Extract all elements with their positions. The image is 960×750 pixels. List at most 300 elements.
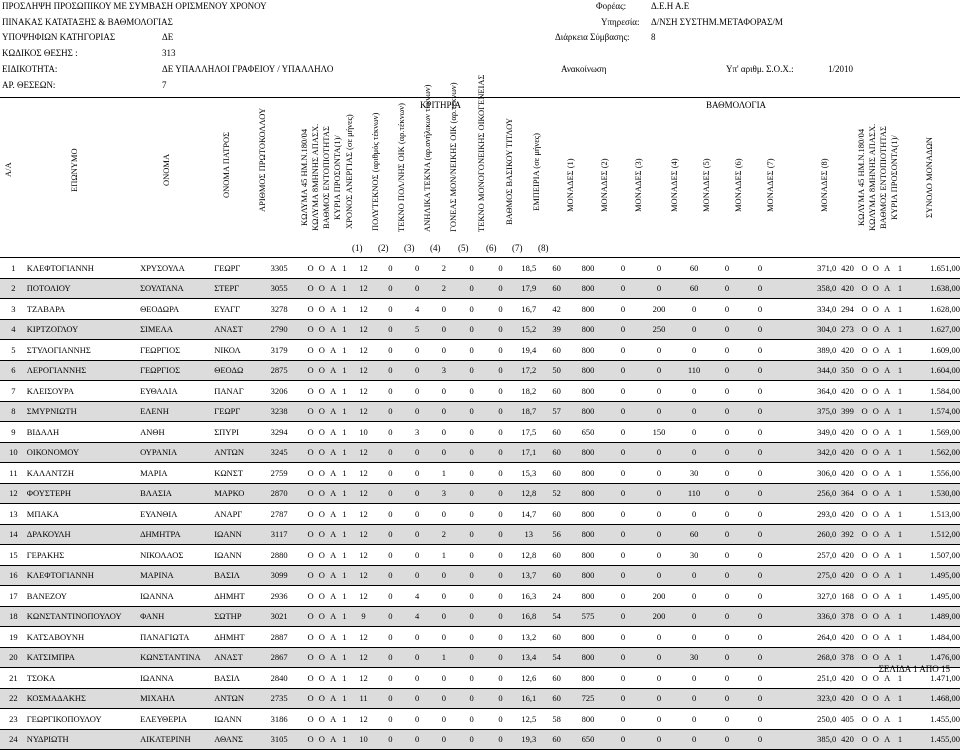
table-cell: 12 (350, 340, 377, 361)
table-cell: Ο (316, 340, 327, 361)
table-row (0, 524, 960, 545)
table-cell: 0 (606, 381, 641, 402)
table-cell: 0 (711, 668, 744, 689)
table-cell: 0 (377, 586, 404, 607)
table-cell: 334,0 (776, 299, 836, 320)
table-cell: 12 (350, 668, 377, 689)
table-cell: 0 (457, 565, 486, 586)
table-cell: 58 (543, 709, 571, 730)
table-cell: 42 (543, 299, 571, 320)
table-cell: Ο (870, 442, 881, 463)
table-cell: 1.455,00 (907, 709, 960, 730)
table-cell: 0 (457, 278, 486, 299)
table-cell: 0 (606, 463, 641, 484)
table-cell: 0 (678, 565, 711, 586)
table-cell: 260,0 (776, 524, 836, 545)
table-cell: 0 (606, 360, 641, 381)
table-cell: 10 (350, 729, 377, 750)
table-cell: ΟΙΚΟΝΟΜΟΥ (27, 442, 140, 463)
table-cell: 800 (570, 360, 605, 381)
table-row (0, 688, 960, 709)
table-cell: Α (882, 463, 893, 484)
table-cell: Α (882, 668, 893, 689)
table-cell: 0 (486, 688, 515, 709)
table-cell: 0 (744, 709, 777, 730)
table-cell: 800 (570, 627, 605, 648)
table-cell: 1 (339, 360, 350, 381)
table-row (0, 422, 960, 443)
table-cell: ΒΙΔΑΛΗ (27, 422, 140, 443)
table-cell: 0 (457, 299, 486, 320)
table-cell: 12 (350, 442, 377, 463)
table-cell: ΑΝΤΩΝ (214, 442, 253, 463)
table-cell: 800 (570, 278, 605, 299)
table-cell: Ο (870, 278, 881, 299)
table-cell: 0 (377, 668, 404, 689)
table-cell: 2 (0, 278, 27, 299)
col-name: ΟΝΟΜΑ (161, 153, 171, 187)
col-k3: ΒΑΘΜΟΣ ΕΝΤΟΠΙΟΤΗΤΑΣ (321, 126, 331, 229)
table-cell: Ο (859, 483, 870, 504)
table-cell: 4 (404, 299, 431, 320)
table-row (0, 319, 960, 340)
table-cell: 4 (404, 606, 431, 627)
table-cell: 0 (486, 278, 515, 299)
table-cell: 1 (339, 504, 350, 525)
table-cell: 264,0 (776, 627, 836, 648)
table-cell: Α (328, 319, 339, 340)
table-cell: 0 (457, 483, 486, 504)
table-cell: 3 (404, 422, 431, 443)
table-row (0, 360, 960, 381)
table-cell: 0 (711, 709, 744, 730)
table-cell: 420 (836, 729, 859, 750)
table-cell: 0 (606, 565, 641, 586)
table-cell: Ο (305, 709, 316, 730)
table-cell: ΑΝΤΩΝ (214, 688, 253, 709)
table-cell: 60 (543, 422, 571, 443)
table-cell: 1.530,00 (907, 483, 960, 504)
col-m1: ΜΟΝΑΔΕΣ (1) (565, 158, 575, 212)
table-cell: 54 (543, 647, 571, 668)
table-cell: Α (882, 483, 893, 504)
table-cell: 3245 (253, 442, 305, 463)
service-value: Δ/ΝΣΗ ΣΥΣΤΗΜ.ΜΕΤΑΦΟΡΑΣ/Μ (651, 17, 783, 27)
table-cell: 12 (0, 483, 27, 504)
table-cell: 0 (744, 463, 777, 484)
table-cell: Α (328, 709, 339, 730)
table-cell: 1 (893, 381, 907, 402)
table-cell: 12 (350, 586, 377, 607)
table-cell: 16,3 (515, 586, 543, 607)
table-cell: Α (328, 258, 339, 278)
table-cell: 2936 (253, 586, 305, 607)
table-cell: ΛΕΡΟΓΙΑΝΝΗΣ (27, 360, 140, 381)
table-cell: 2790 (253, 319, 305, 340)
table-cell: 0 (606, 422, 641, 443)
table-cell: 0 (641, 340, 678, 361)
table-cell: 1 (430, 463, 457, 484)
table-cell: 1 (339, 258, 350, 278)
table-cell: 800 (570, 319, 605, 340)
table-cell: Ο (316, 688, 327, 709)
table-cell: 0 (641, 524, 678, 545)
table-cell: 3206 (253, 381, 305, 402)
table-cell: 0 (744, 524, 777, 545)
table-cell: Ο (870, 360, 881, 381)
table-cell: 50 (543, 360, 571, 381)
table-cell: 0 (606, 340, 641, 361)
table-cell: ΕΥΘΑΛΙΑ (140, 381, 214, 402)
table-cell: ΣΤΕΡΓ (214, 278, 253, 299)
table-cell: Ο (316, 422, 327, 443)
table-cell: 16,1 (515, 688, 543, 709)
table-cell: Ο (859, 401, 870, 422)
table-cell: 0 (377, 524, 404, 545)
table-cell: 60 (678, 258, 711, 278)
table-cell: 12 (350, 545, 377, 566)
table-cell: Ο (859, 729, 870, 750)
soh-value: 1/2010 (828, 64, 854, 74)
table-cell: Ο (305, 565, 316, 586)
table-cell: 16 (0, 565, 27, 586)
table-cell: 1 (339, 668, 350, 689)
table-cell: 0 (430, 299, 457, 320)
table-row (0, 647, 960, 668)
table-cell: 1 (339, 442, 350, 463)
table-cell: 0 (457, 422, 486, 443)
document-title: ΠΡΟΣΛΗΨΗ ΠΡΟΣΩΠΙΚΟΥ ΜΕ ΣΥΜΒΑΣΗ ΟΡΙΣΜΕΝΟΥ ΧΡΟΝΟΥ (2, 1, 267, 11)
soh-label: Υπ' αριθμ. Σ.Ο.Χ.: (726, 64, 794, 74)
table-cell: 800 (570, 258, 605, 278)
table-cell: 0 (457, 627, 486, 648)
table-cell: 256,0 (776, 483, 836, 504)
table-cell: Ο (859, 688, 870, 709)
table-cell: 800 (570, 483, 605, 504)
table-cell: 1 (339, 729, 350, 750)
table-cell: 0 (606, 586, 641, 607)
table-cell: 14 (0, 524, 27, 545)
col-aa: Α/Α (3, 162, 13, 178)
table-cell: 2 (430, 278, 457, 299)
table-cell: 0 (606, 627, 641, 648)
table-cell: Ο (316, 627, 327, 648)
table-cell: 0 (377, 688, 404, 709)
table-cell: 0 (404, 278, 431, 299)
table-cell: 0 (486, 319, 515, 340)
table-cell: 0 (711, 360, 744, 381)
table-cell: Ο (870, 299, 881, 320)
table-cell: 293,0 (776, 504, 836, 525)
table-cell: 0 (711, 688, 744, 709)
table-cell: Ο (316, 729, 327, 750)
table-cell: 0 (377, 545, 404, 566)
table-cell: ΙΩΑΝΝΑ (140, 668, 214, 689)
table-cell: Ο (870, 340, 881, 361)
table-cell: 0 (678, 401, 711, 422)
table-cell: ΙΩΑΝΝΑ (140, 586, 214, 607)
table-cell: 0 (430, 401, 457, 422)
table-cell: 0 (377, 360, 404, 381)
table-cell: 0 (711, 545, 744, 566)
table-cell: 0 (711, 463, 744, 484)
table-cell: 13 (0, 504, 27, 525)
table-cell: Ο (305, 545, 316, 566)
table-cell: 17,9 (515, 278, 543, 299)
table-cell: 12 (350, 360, 377, 381)
table-cell: Α (328, 688, 339, 709)
table-cell: ΓΕΩΡΓΙΚΟΠΟΥΛΟΥ (27, 709, 140, 730)
table-cell: Ο (305, 729, 316, 750)
table-cell: 0 (678, 586, 711, 607)
table-row (0, 278, 960, 299)
table-cell: 1 (339, 586, 350, 607)
col-k4b: ΚΥΡΙΑ ΠΡΟΣΟΝΤΑ(1)/ (889, 135, 899, 220)
table-cell: 17,5 (515, 422, 543, 443)
table-cell: 12,8 (515, 483, 543, 504)
table-cell: Ο (305, 381, 316, 402)
table-cell: 0 (606, 545, 641, 566)
table-cell: ΣΤΥΛΟΓΙΑΝΝΗΣ (27, 340, 140, 361)
table-cell: 1.574,00 (907, 401, 960, 422)
table-cell: Α (882, 381, 893, 402)
col-protocol: ΑΡΙΘΜΟΣ ΠΡΩΤΟΚΟΛΛΟΥ (257, 107, 267, 213)
table-cell: 364 (836, 483, 859, 504)
table-cell: 385,0 (776, 729, 836, 750)
table-cell: ΓΕΩΡΓΙΟΣ (140, 340, 214, 361)
table-cell: 0 (404, 483, 431, 504)
table-cell: Ο (305, 463, 316, 484)
table-cell: ΕΛΕΥΘΕΡΙΑ (140, 709, 214, 730)
table-row (0, 442, 960, 463)
col-m4: ΜΟΝΑΔΕΣ (4) (669, 158, 679, 212)
table-cell: 1 (430, 647, 457, 668)
table-cell: Ο (859, 606, 870, 627)
table-cell: 5 (404, 319, 431, 340)
table-cell: 0 (641, 401, 678, 422)
table-cell: 1 (339, 647, 350, 668)
table-cell: 0 (377, 422, 404, 443)
table-cell: 52 (543, 483, 571, 504)
table-cell: Ο (859, 319, 870, 340)
table-cell: 4 (0, 319, 27, 340)
table-cell: ΑΝΑΣΤ (214, 647, 253, 668)
table-cell: Ο (316, 299, 327, 320)
table-cell: Α (328, 565, 339, 586)
table-cell: 17,1 (515, 442, 543, 463)
table-cell: Ο (316, 565, 327, 586)
table-cell: 19,3 (515, 729, 543, 750)
table-cell: 30 (678, 647, 711, 668)
table-cell: 0 (430, 709, 457, 730)
table-cell: 1 (339, 545, 350, 566)
table-cell: 19,4 (515, 340, 543, 361)
table-cell: 1 (893, 299, 907, 320)
table-cell: Ο (316, 709, 327, 730)
table-cell: 1.651,00 (907, 258, 960, 278)
table-cell: 0 (641, 688, 678, 709)
table-cell: 1 (893, 524, 907, 545)
table-cell: 2840 (253, 668, 305, 689)
table-cell: Ο (305, 299, 316, 320)
positions-value: 7 (162, 80, 167, 90)
table-cell: 3278 (253, 299, 305, 320)
agency-label: Φορέας: (596, 1, 627, 11)
table-cell: 1.569,00 (907, 422, 960, 443)
table-cell: 0 (377, 381, 404, 402)
table-row (0, 483, 960, 504)
duration-label: Διάρκεια Σύμβασης: (555, 32, 630, 42)
table-cell: 0 (377, 565, 404, 586)
table-cell: 1 (893, 422, 907, 443)
table-cell: Ο (305, 422, 316, 443)
table-cell: 200 (641, 299, 678, 320)
table-cell: Ο (316, 483, 327, 504)
table-cell: 268,0 (776, 647, 836, 668)
table-cell: 399 (836, 401, 859, 422)
table-cell: 0 (377, 483, 404, 504)
table-cell: 0 (486, 299, 515, 320)
table-cell: 3099 (253, 565, 305, 586)
table-cell: Ο (859, 299, 870, 320)
table-cell: 420 (836, 627, 859, 648)
table-cell: 3 (0, 299, 27, 320)
table-cell: 1.627,00 (907, 319, 960, 340)
table-row (0, 258, 960, 278)
table-cell: Α (328, 668, 339, 689)
table-cell: 2880 (253, 545, 305, 566)
table-cell: Ο (870, 381, 881, 402)
table-cell: Ο (305, 524, 316, 545)
table-cell: 12 (350, 381, 377, 402)
table-cell: Ο (859, 381, 870, 402)
table-cell: 3294 (253, 422, 305, 443)
table-row (0, 606, 960, 627)
ranking-table (0, 258, 960, 750)
col-total: ΣΥΝΟΛΟ ΜΟΝΑΔΩΝ (924, 137, 934, 218)
table-cell: 0 (678, 340, 711, 361)
table-cell: Ο (305, 442, 316, 463)
table-cell: Ο (859, 340, 870, 361)
table-cell: 0 (457, 340, 486, 361)
table-cell: 2 (430, 258, 457, 278)
table-cell: 1 (339, 340, 350, 361)
table-cell: 0 (486, 360, 515, 381)
table-cell: 1 (339, 627, 350, 648)
table-cell: ΝΙΚΟΛΑΟΣ (140, 545, 214, 566)
table-cell: 0 (430, 504, 457, 525)
table-cell: 1 (893, 668, 907, 689)
table-cell: 0 (430, 586, 457, 607)
table-cell: 0 (486, 668, 515, 689)
table-cell: Ο (305, 586, 316, 607)
col-m7: ΜΟΝΑΔΕΣ (7) (765, 158, 775, 212)
table-cell: 306,0 (776, 463, 836, 484)
table-cell: Ο (316, 668, 327, 689)
table-cell: 420 (836, 463, 859, 484)
table-row (0, 627, 960, 648)
table-cell: Ο (305, 340, 316, 361)
table-cell: 0 (606, 647, 641, 668)
table-cell: 350 (836, 360, 859, 381)
table-cell: 327,0 (776, 586, 836, 607)
table-cell: 0 (711, 381, 744, 402)
table-cell: 0 (744, 319, 777, 340)
table-cell: 60 (543, 278, 571, 299)
table-cell: 0 (711, 340, 744, 361)
table-cell: 800 (570, 545, 605, 566)
table-cell: Α (882, 709, 893, 730)
table-row (0, 401, 960, 422)
table-cell: Α (882, 504, 893, 525)
category-value: ΔΕ (162, 32, 174, 42)
table-cell: Α (328, 483, 339, 504)
table-cell: 0 (606, 319, 641, 340)
table-cell: 0 (678, 729, 711, 750)
table-cell: 0 (486, 504, 515, 525)
table-cell: ΑΝΑΡΓ (214, 504, 253, 525)
service-label: Υπηρεσία: (601, 17, 640, 27)
table-cell: 1 (893, 504, 907, 525)
table-cell: 0 (744, 360, 777, 381)
table-cell: Ο (870, 524, 881, 545)
table-cell: Α (328, 299, 339, 320)
table-cell: ΚΩΝΣΤΑΝΤΙΝΑ (140, 647, 214, 668)
table-cell: Ο (870, 565, 881, 586)
table-cell: 0 (606, 442, 641, 463)
table-cell: Ο (316, 504, 327, 525)
table-cell: 0 (404, 381, 431, 402)
table-cell: 1 (339, 463, 350, 484)
table-cell: 0 (457, 504, 486, 525)
table-cell: ΒΑΣΙΛ (214, 668, 253, 689)
table-cell: ΚΛΕΦΤΟΓΙΑΝΝΗ (27, 565, 140, 586)
table-cell: 1 (339, 278, 350, 299)
table-cell: 420 (836, 278, 859, 299)
table-cell: Α (882, 565, 893, 586)
table-cell: 0 (486, 483, 515, 504)
page-footer: ΣΕΛΙΔΑ 1 ΑΠΟ 15 (878, 664, 950, 674)
positions-label: ΑΡ. ΘΕΣΕΩΝ: (2, 80, 56, 90)
table-cell: 3305 (253, 258, 305, 278)
table-cell: 0 (678, 668, 711, 689)
table-cell: 1 (893, 606, 907, 627)
table-cell: 0 (404, 668, 431, 689)
table-cell: ΒΛΑΣΙΑ (140, 483, 214, 504)
table-cell: Ο (870, 627, 881, 648)
table-cell: 0 (641, 483, 678, 504)
table-cell: 20 (0, 647, 27, 668)
table-cell: 0 (678, 381, 711, 402)
table-cell: 54 (543, 606, 571, 627)
table-cell: 0 (457, 319, 486, 340)
col-c1: ΧΡΟΝΟΣ ΑΝΕΡΓΙΑΣ (σε μήνες) (344, 114, 354, 230)
table-cell: ΓΕΩΡΓ (214, 401, 253, 422)
table-cell: 378 (836, 606, 859, 627)
table-cell: 0 (711, 422, 744, 443)
table-cell: 323,0 (776, 688, 836, 709)
table-cell: ΝΙΚΟΛ (214, 340, 253, 361)
table-cell: 0 (641, 442, 678, 463)
table-cell: 1 (893, 340, 907, 361)
table-cell: 0 (711, 299, 744, 320)
table-cell: 0 (430, 688, 457, 709)
table-cell: Ο (870, 688, 881, 709)
table-cell: 1 (893, 463, 907, 484)
table-cell: 375,0 (776, 401, 836, 422)
table-cell: 0 (641, 709, 678, 730)
table-cell: 0 (711, 524, 744, 545)
